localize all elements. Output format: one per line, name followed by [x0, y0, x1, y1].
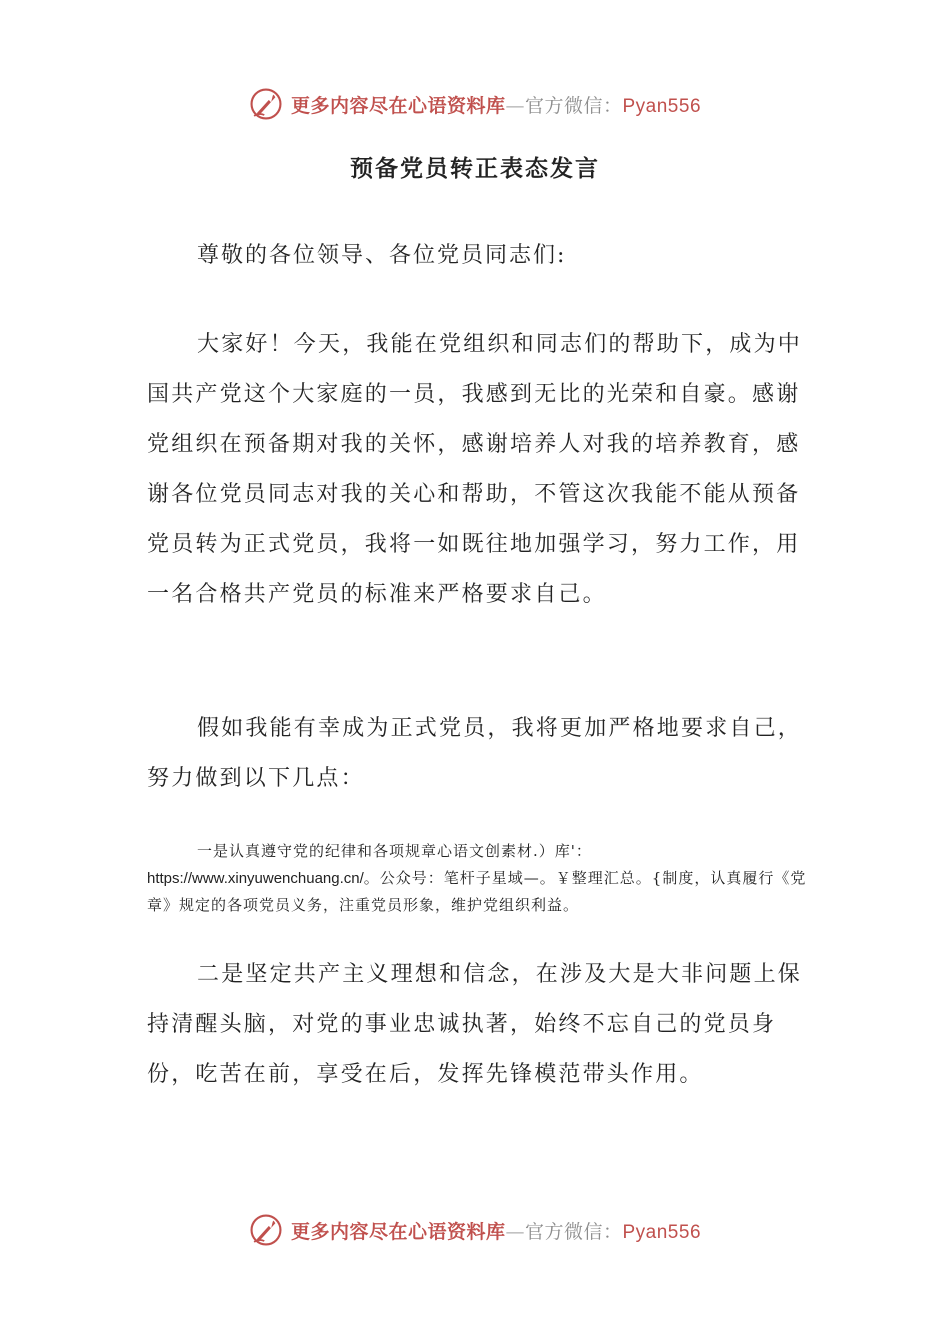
point-1-text-a: 一是认真遵守党的纪律和各项规章心语文创素材.）库'： [197, 842, 592, 860]
quill-logo-icon [249, 1213, 283, 1247]
banner-text [291, 91, 701, 118]
banner-brand: 更多内容尽在心语资料库 [290, 1220, 506, 1243]
point-1-url: https://www.xinyuwenchuang.cn/ [147, 870, 364, 887]
banner-wechat-label: 官方微信： [524, 94, 623, 117]
point-1 [147, 838, 807, 919]
banner-text [291, 1217, 701, 1244]
point-2: 二是坚定共产主义理想和信念，在涉及大是大非问题上保持清醒头脑，对党的事业忠诚执著，始终不忘自己的党员身份，吃苦在前，享受在后，发挥先锋模范带头作用。 [147, 962, 803, 1087]
footer-watermark-banner [0, 1210, 950, 1250]
banner-wechat-label: 官方微信： [524, 1220, 623, 1243]
banner-separator: — [505, 1220, 525, 1243]
point-1-text-b: 。公众号：笔杆子星域—。￥整理汇总。{制度，认真履行《党章》规定的各项党员义务，注重党员形象，维护党组织利益。 [147, 869, 807, 914]
paragraph-1: 大家好！今天，我能在党组织和同志们的帮助下，成为中国共产党这个大家庭的一员，我感到无比的光荣和自豪。感谢党组织在预备期对我的关怀，感谢培养人对我的培养教育，感谢各位党员同志对我的关心和帮助，不管这次我能不能从预备党员转为正式党员，我将一如既往地加强学习，努力工作，用一名合格共产党员的标准来严格要求自己。 [147, 332, 803, 607]
banner-wechat-id: Pyan556 [622, 95, 702, 117]
document-title: 预备党员转正表态发言 [350, 155, 600, 182]
banner-separator: — [505, 94, 525, 117]
salutation: 尊敬的各位领导、各位党员同志们: [197, 243, 567, 268]
header-watermark-banner [0, 84, 950, 124]
paragraph-2: 假如我能有幸成为正式党员，我将更加严格地要求自己，努力做到以下几点： [147, 716, 803, 791]
banner-brand: 更多内容尽在心语资料库 [290, 94, 506, 117]
quill-logo-icon [249, 87, 283, 121]
banner-wechat-id: Pyan556 [622, 1221, 702, 1243]
